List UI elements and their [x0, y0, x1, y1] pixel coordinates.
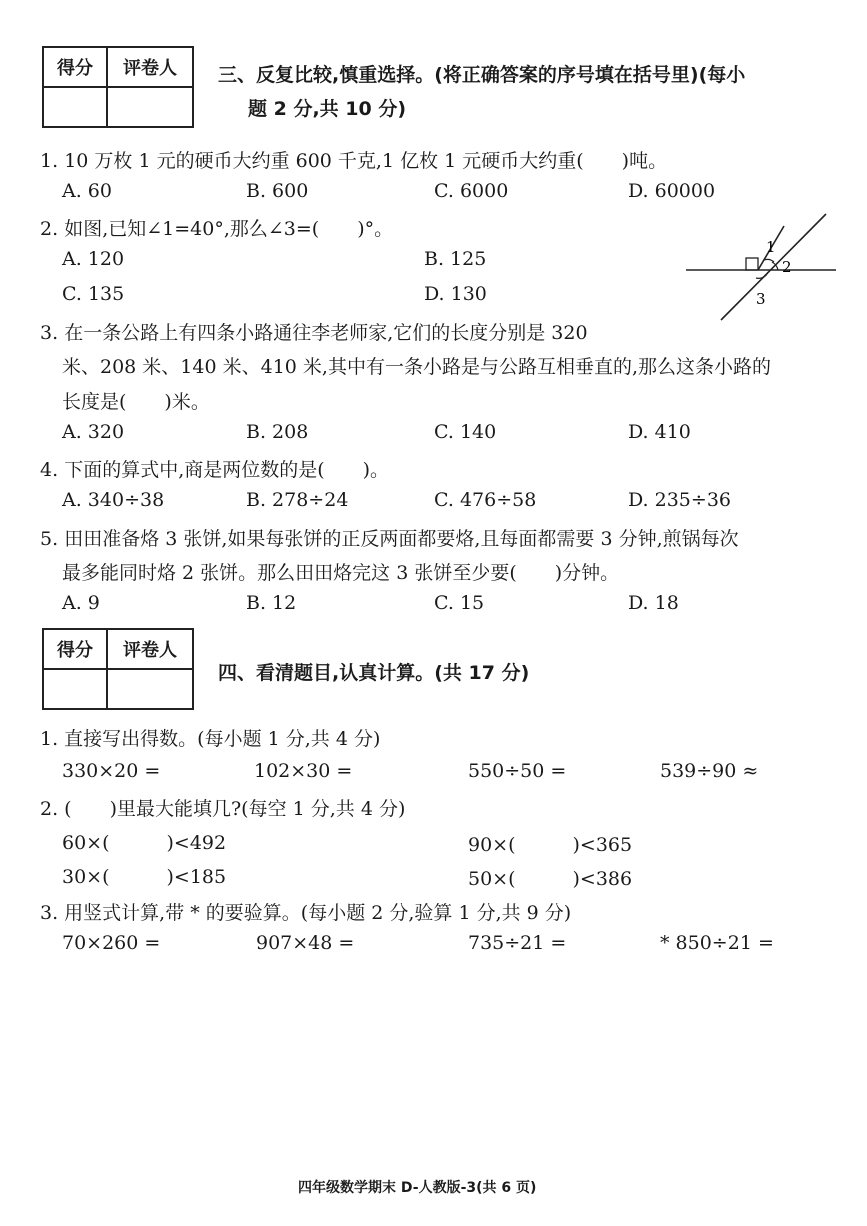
option-a[interactable]: A. 120	[62, 248, 125, 270]
option-d[interactable]: D. 60000	[628, 180, 716, 202]
right-angle-mark	[746, 258, 758, 270]
option-d[interactable]: D. 410	[628, 421, 691, 443]
score-input-cell[interactable]	[43, 669, 107, 709]
calc-item: 330×20 =	[62, 760, 161, 782]
question-number: 2.	[40, 218, 59, 240]
option-c[interactable]: C. 15	[434, 592, 485, 614]
option-b[interactable]: B. 600	[246, 180, 309, 202]
calc-item: * 850÷21 =	[660, 932, 774, 954]
section3-title-line1: 三、反复比较,慎重选择。(将正确答案的序号填在括号里)(每小	[218, 64, 746, 86]
calc-item: 102×30 =	[254, 760, 353, 782]
reviewer-label: 评卷人	[107, 629, 193, 669]
angle-arc-3	[756, 272, 768, 278]
calc-item: 735÷21 =	[468, 932, 567, 954]
option-b[interactable]: B. 278÷24	[246, 489, 349, 511]
question-text: 10 万枚 1 元的硬币大约重 600 千克,1 亿枚 1 元硬币大约重( )吨。	[64, 150, 668, 172]
calc-item: 550÷50 =	[468, 760, 567, 782]
section4-title: 四、看清题目,认真计算。(共 17 分)	[218, 662, 530, 684]
calc-question-1: 1. 直接写出得数。(每小题 1 分,共 4 分)	[40, 728, 381, 750]
score-input-cell[interactable]	[43, 87, 107, 127]
angle-figure	[686, 212, 846, 322]
question-4	[40, 455, 389, 482]
calc-item: 70×260 =	[62, 932, 161, 954]
question-5	[40, 524, 739, 551]
question-1	[40, 146, 667, 173]
page-footer: 四年级数学期末 D-人教版-3(共 6 页)	[298, 1180, 537, 1196]
question-3-line2: 米、208 米、140 米、410 米,其中有一条小路是与公路互相垂直的,那么这条小路的	[62, 356, 771, 378]
option-c[interactable]: C. 135	[62, 283, 125, 305]
angle-label-2: 2	[782, 258, 792, 276]
question-text: 下面的算式中,商是两位数的是( )。	[64, 459, 390, 481]
option-a[interactable]: A. 9	[62, 592, 100, 614]
fill-blank-item[interactable]: 60×( )<492	[62, 832, 227, 854]
option-b[interactable]: B. 208	[246, 421, 309, 443]
fill-blank-item[interactable]: 90×( )<365	[468, 834, 633, 856]
option-d[interactable]: D. 130	[424, 283, 487, 305]
option-a[interactable]: A. 340÷38	[62, 489, 165, 511]
option-a[interactable]: A. 60	[62, 180, 112, 202]
question-2	[40, 214, 393, 241]
option-c[interactable]: C. 476÷58	[434, 489, 537, 511]
option-b[interactable]: B. 125	[424, 248, 487, 270]
question-text: 如图,已知∠1=40°,那么∠3=( )°。	[64, 218, 394, 240]
question-text-line1: 田田准备烙 3 张饼,如果每张饼的正反两面都要烙,且每面都需要 3 分钟,煎锅每次	[64, 528, 739, 550]
score-box-section3	[42, 46, 194, 128]
score-label: 得分	[43, 629, 107, 669]
calc-question-2: 2. ( )里最大能填几?(每空 1 分,共 4 分)	[40, 798, 406, 820]
option-c[interactable]: C. 140	[434, 421, 497, 443]
option-d[interactable]: D. 18	[628, 592, 679, 614]
calc-question-3: 3. 用竖式计算,带 * 的要验算。(每小题 2 分,验算 1 分,共 9 分)	[40, 902, 572, 924]
option-d[interactable]: D. 235÷36	[628, 489, 731, 511]
score-label: 得分	[43, 47, 107, 87]
reviewer-input-cell[interactable]	[107, 669, 193, 709]
question-number: 3.	[40, 322, 59, 344]
reviewer-label: 评卷人	[107, 47, 193, 87]
score-box-section4	[42, 628, 194, 710]
question-3-line3: 长度是( )米。	[62, 391, 210, 413]
option-b[interactable]: B. 12	[246, 592, 297, 614]
fill-blank-item[interactable]: 30×( )<185	[62, 866, 227, 888]
fill-blank-item[interactable]: 50×( )<386	[468, 868, 633, 890]
calc-item: 907×48 =	[256, 932, 355, 954]
question-5-line2: 最多能同时烙 2 张饼。那么田田烙完这 3 张饼至少要( )分钟。	[62, 562, 620, 584]
calc-item: 539÷90 ≈	[660, 760, 759, 782]
option-a[interactable]: A. 320	[62, 421, 125, 443]
option-c[interactable]: C. 6000	[434, 180, 509, 202]
section3-title-line2: 题 2 分,共 10 分)	[248, 98, 407, 120]
question-number: 1.	[40, 150, 59, 172]
angle-label-3: 3	[756, 290, 766, 308]
transversal-line	[721, 214, 826, 320]
angle-label-1: 1	[766, 238, 776, 256]
question-3	[40, 318, 588, 345]
question-number: 5.	[40, 528, 59, 550]
question-number: 4.	[40, 459, 59, 481]
question-text-line1: 在一条公路上有四条小路通往李老师家,它们的长度分别是 320	[64, 322, 588, 344]
reviewer-input-cell[interactable]	[107, 87, 193, 127]
